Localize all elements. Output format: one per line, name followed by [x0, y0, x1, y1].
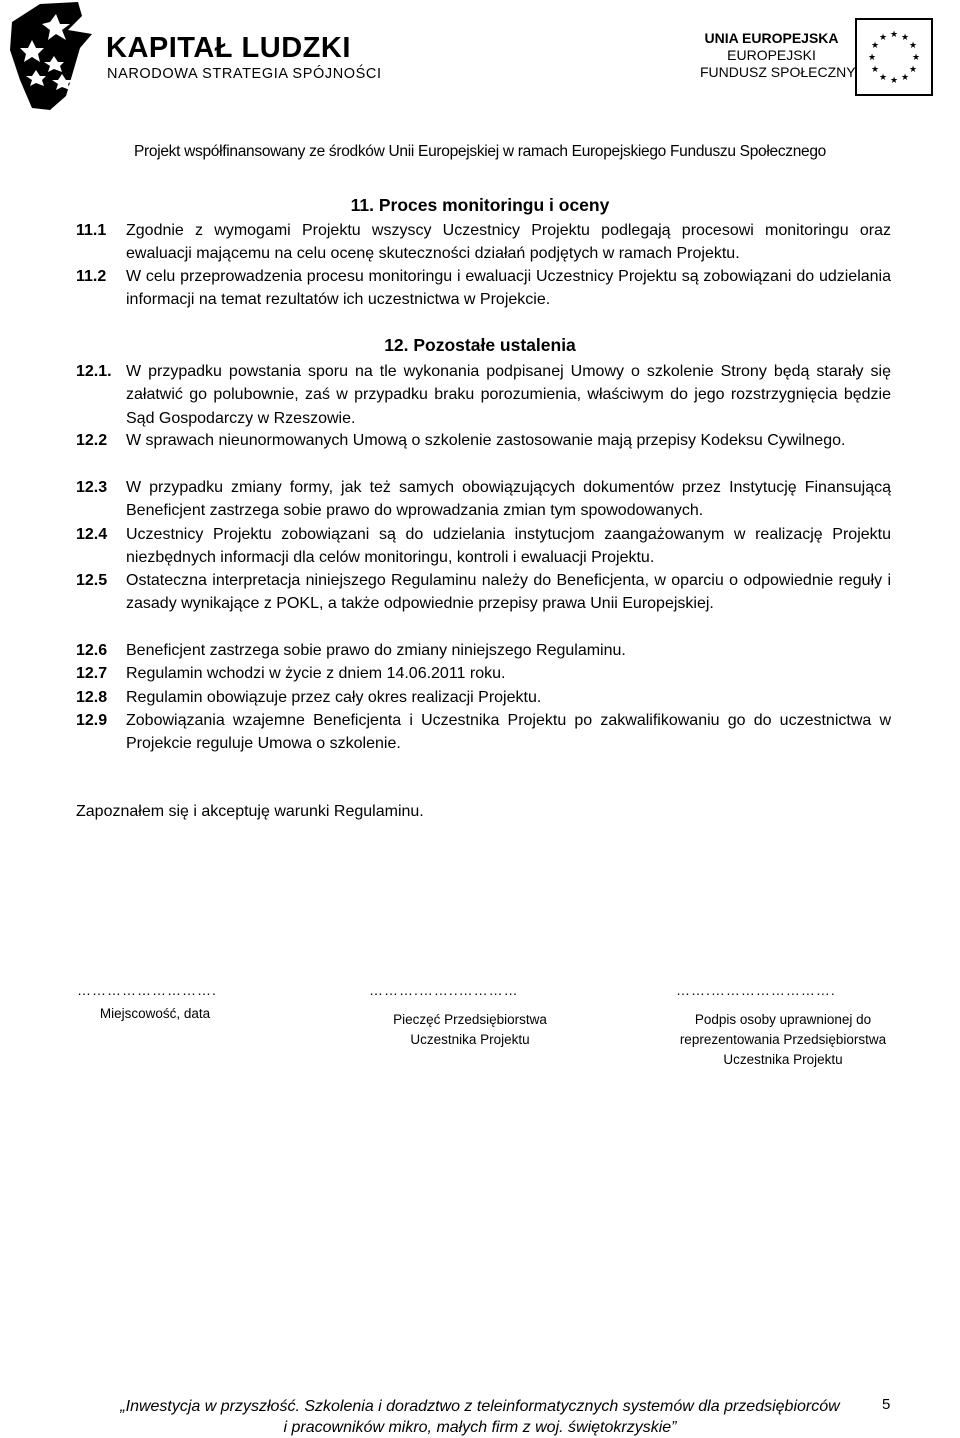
page-number: 5: [882, 1396, 891, 1413]
item-number: 11.1: [76, 222, 107, 239]
acceptance-statement: Zapoznałem się i akceptuję warunki Regulaminu.: [76, 803, 424, 820]
item-text: Ostateczna interpretacja niniejszego Regulaminu należy do Beneficjenta, w oparciu o odpowiednie reguły i zasady wynikające z POKL, a także odpowiednie przepisy prawa Unii Europejskiej.: [126, 572, 891, 613]
signature-label-authorized-person: Podpis osoby uprawnionej do reprezentowania Przedsiębiorstwa Uczestnika Projektu: [679, 1012, 887, 1067]
svg-text:★: ★: [911, 53, 921, 63]
item-text: W sprawach nieunormowanych Umową o szkolenie zastosowanie mają przepisy Kodeksu Cywilnego.: [126, 432, 846, 449]
section-11-heading: 11. Proces monitoringu i oceny: [350, 195, 610, 215]
kapital-ludzki-subtitle: NARODOWA STRATEGIA SPÓJNOŚCI: [107, 66, 382, 82]
svg-text:★: ★: [900, 73, 910, 83]
item-text: W celu przeprowadzenia procesu monitoringu i ewaluacji Uczestnicy Projektu są zobowiązani do udzielania informacji na temat rezultatów ich uczestnictwa w Projekcie.: [126, 268, 891, 309]
list-item: [76, 429, 891, 452]
item-text: Zgodnie z wymogami Projektu wszyscy Uczestnicy Projektu podlegają procesowi monitoringu oraz ewaluacji mającemu na celu ocenę skuteczności działań podjętych w ramach Projektu.: [126, 222, 891, 263]
svg-text:★: ★: [867, 53, 877, 63]
footer-project-title: [0, 1396, 960, 1438]
item-text: Regulamin wchodzi w życie z dniem 14.06.2011 roku.: [126, 665, 506, 682]
item-number: 12.2: [76, 432, 108, 449]
svg-text:★: ★: [870, 41, 880, 51]
item-number: 12.3: [76, 479, 108, 496]
kapital-ludzki-logo: [6, 0, 114, 112]
item-text: Regulamin obowiązuje przez cały okres realizacji Projektu.: [126, 689, 542, 706]
list-item: [76, 639, 891, 662]
svg-text:★: ★: [889, 30, 899, 40]
list-item: [76, 686, 891, 709]
list-item: [76, 265, 891, 312]
list-item: [76, 662, 891, 685]
list-item: [76, 476, 891, 523]
list-item: [76, 523, 891, 570]
eu-flag-icon: [855, 18, 933, 96]
list-item: [76, 709, 891, 756]
footer-line-1: „Inwestycja w przyszłość. Szkolenia i doradztwo z teleinformatycznych systemów dla przedsiębiorców: [120, 1398, 840, 1415]
eu-line-european: EUROPEJSKI: [727, 47, 816, 63]
item-text: W przypadku zmiany formy, jak też samych obowiązujących dokumentów przez Instytucję Finansującą Beneficjent zastrzega sobie prawo do wprowadzania zmian tym spowodowanych.: [126, 479, 891, 520]
item-text: Beneficjent zastrzega sobie prawo do zmiany niniejszego Regulaminu.: [126, 642, 626, 659]
list-item: [76, 219, 891, 266]
item-number: 12.9: [76, 712, 108, 729]
signature-line-authorized-person: …….…………………….: [676, 982, 836, 998]
eu-line-union: UNIA EUROPEJSKA: [704, 30, 839, 46]
kapital-ludzki-title: KAPITAŁ LUDZKI: [106, 32, 351, 64]
item-number: 12.7: [76, 665, 108, 682]
item-number: 12.8: [76, 689, 108, 706]
eu-fund-text: [700, 30, 856, 81]
item-number: 11.2: [76, 268, 107, 285]
signature-line-company-stamp: ……….……..…………: [369, 982, 519, 998]
signature-line-place-date: ……………………….: [77, 982, 217, 998]
svg-text:★: ★: [878, 33, 888, 43]
footer-line-2: i pracowników mikro, małych firm z woj. świętokrzyskie”: [283, 1419, 677, 1436]
svg-text:★: ★: [870, 65, 880, 75]
svg-text:★: ★: [908, 65, 918, 75]
svg-text:★: ★: [900, 33, 910, 43]
cofinancing-note: Projekt współfinansowany ze środków Unii Europejskiej w ramach Europejskiego Funduszu Społecznego: [133, 143, 827, 160]
item-text: W przypadku powstania sporu na tle wykonania podpisanej Umowy o szkolenie Strony będą starały się załatwić go polubownie, zaś w przypadku braku porozumienia, właściwym do jego rozstrzygnięcia będzie Sąd Gospodarczy w Rzeszowie.: [126, 363, 891, 427]
svg-text:★: ★: [878, 73, 888, 83]
item-text: Uczestnicy Projektu zobowiązani są do udzielania instytucjom zaangażowanym w realizację Projektu niezbędnych informacji dla celów monitoringu, kontroli i ewaluacji Projektu.: [126, 526, 891, 567]
signature-label-place-date: Miejscowość, data: [99, 1006, 211, 1021]
item-number: 12.5: [76, 572, 108, 589]
item-number: 12.6: [76, 642, 108, 659]
list-item: [76, 569, 891, 616]
eu-line-social-fund: FUNDUSZ SPOŁECZNY: [700, 64, 856, 80]
item-number: 12.4: [76, 526, 108, 543]
item-number: 12.1.: [76, 363, 112, 380]
signature-label-company-stamp: Pieczęć Przedsiębiorstwa Uczestnika Projektu: [393, 1012, 547, 1047]
svg-text:★: ★: [908, 41, 918, 51]
section-12-heading: 12. Pozostałe ustalenia: [384, 335, 576, 355]
list-item: [76, 360, 891, 430]
svg-text:★: ★: [889, 76, 899, 86]
item-text: Zobowiązania wzajemne Beneficjenta i Uczestnika Projektu po zakwalifikowaniu go do uczestnictwa w Projekcie reguluje Umowa o szkolenie.: [126, 712, 891, 753]
